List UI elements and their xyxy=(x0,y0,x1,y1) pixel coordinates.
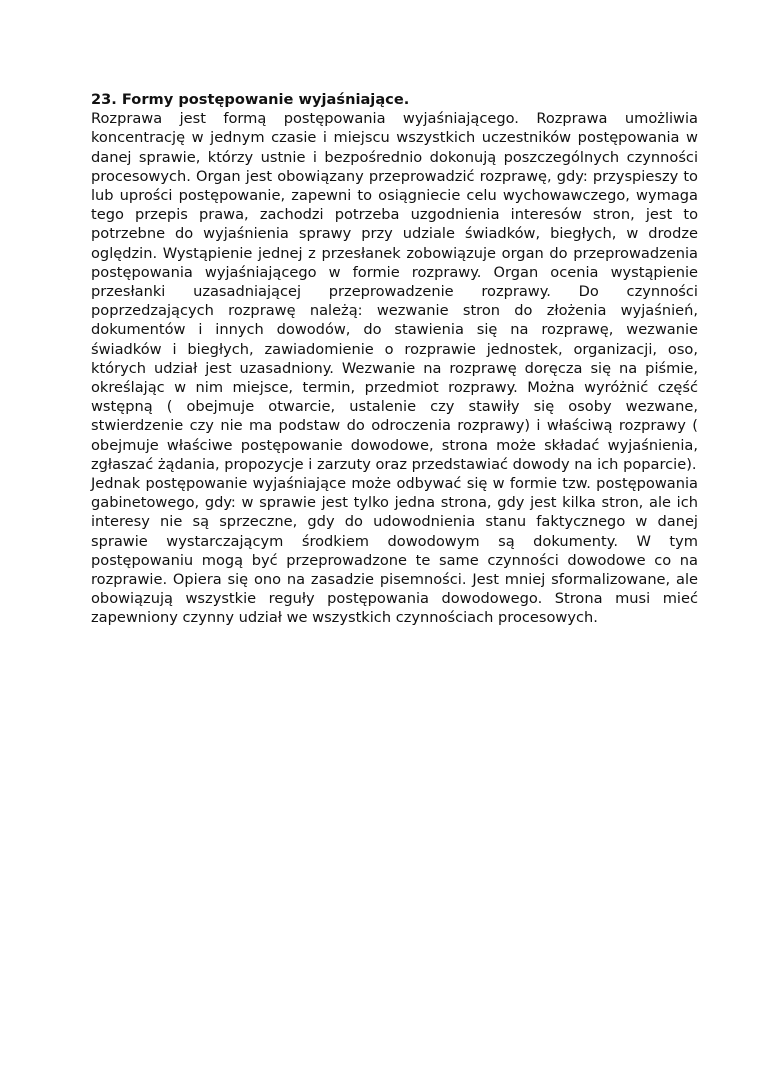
paragraph-rozprawa: Rozprawa jest formą postępowania wyjaśniającego. Rozprawa umożliwia koncentrację w jednym czasie i miejscu wszystkich uczestników postępowania w danej sprawie, którzy ustnie i bezpośrednio dokonują poszczególnych czynności procesowych. Organ jest obowiązany przeprowadzić rozprawę, gdy: przyspieszy to lub uprości postępowanie, zapewni to osiągniecie celu wychowawczego, wymaga tego przepis prawa, zachodzi potrzeba uzgodnienia interesów stron, jest to potrzebne do wyjaśnienia sprawy przy udziale świadków, biegłych, w drodze oględzin. Wystąpienie jednej z przesłanek zobowiązuje organ do przeprowadzenia postępowania wyjaśniającego w formie rozprawy. Organ ocenia wystąpienie przesłanki uzasadniającej przeprowadzenie rozprawy. Do czynności poprzedzających rozprawę należą: wezwanie stron do złożenia wyjaśnień, dokumentów i innych dowodów, do stawienia się na rozprawę, wezwanie świadków i biegłych, zawiadomienie o rozprawie jednostek, organizacji, oso, których udział jest uzasadniony. Wezwanie na rozprawę doręcza się na piśmie, określając w nim miejsce, termin, przedmiot rozprawy. Można wyróżnić część wstępną ( obejmuje otwarcie, ustalenie czy stawiły się osoby wezwane, stwierdzenie czy nie ma podstaw do odroczenia rozprawy) i właściwą rozprawy ( obejmuje właściwe postępowanie dowodowe, strona może składać wyjaśnienia, zgłaszać żądania, propozycje i zarzuty oraz przedstawiać dowody na ich poparcie). xyxy=(91,110,698,473)
paragraph-postepowanie-gabinetowe: Jednak postępowanie wyjaśniające może odbywać się w formie tzw. postępowania gabinetowego, gdy: w sprawie jest tylko jedna strona, gdy jest kilka stron, ale ich interesy nie są sprzeczne, gdy do udowodnienia stanu faktycznego w danej sprawie wystarczającym środkiem dowodowym są dokumenty. W tym postępowaniu mogą być przeprowadzone te same czynności dowodowe co na rozprawie. Opiera się ono na zasadzie pisemności. Jest mniej sformalizowane, ale obowiązują wszystkie reguły postępowania dowodowego. Strona musi mieć zapewniony czynny udział we wszystkich czynnościach procesowych. xyxy=(91,475,698,627)
document-title: 23. Formy postępowanie wyjaśniające. xyxy=(91,91,410,108)
document-body xyxy=(91,90,698,628)
